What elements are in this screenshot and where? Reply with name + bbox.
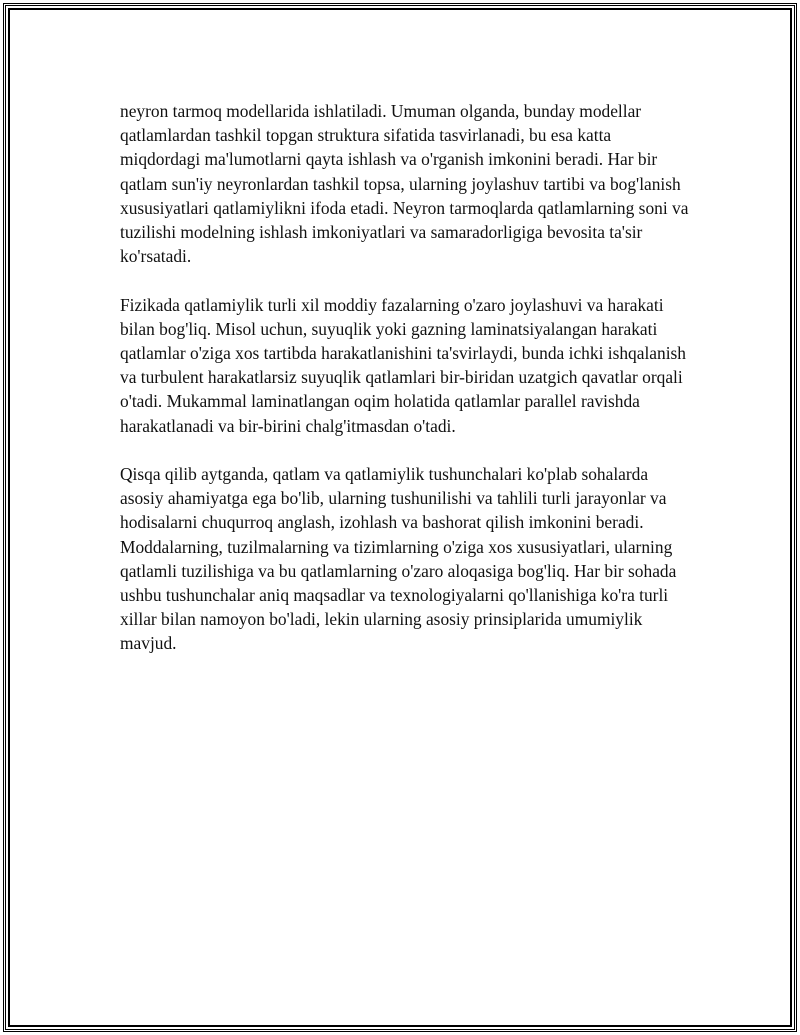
paragraph-conclusion: Qisqa qilib aytganda, qatlam va qatlamiylik tushunchalari ko'plab sohalarda asosiy ahamiyatga ega bo'lib, ularning tushunilishi va tahlili turli jarayonlar va hodisalarni chuqurroq anglash, izohlash va bashorat qilish imkonini beradi. Moddalarning, tuzilmalarning va tizimlarning o'ziga xos xususiyatlari, ularning qatlamli tuzilishiga va bu qatlamlarning o'zaro aloqasiga bog'liq. Har bir sohada ushbu tushunchalar aniq maqsadlar va texnologiyalarni qo'llanishiga ko'ra turli xillar bilan namoyon bo'ladi, lekin ularning asosiy prinsiplarida umumiylik mavjud. [120, 464, 677, 654]
paragraph-physics: Fizikada qatlamiylik turli xil moddiy fazalarning o'zaro joylashuvi va harakati bilan bog'liq. Misol uchun, suyuqlik yoki gazning laminatsiyalangan harakati qatlamlar o'ziga xos tartibda harakatlanishini ta'svirlaydi, bunda ichki ishqalanish va turbulent harakatlarsiz suyuqlik qatlamlari bir-biridan uzatgich qavatlar orqali o'tadi. Mukammal laminatlangan oqim holatida qatlamlar parallel ravishda harakatlanadi va bir-birini chalg'itmasdan o'tadi. [120, 294, 686, 436]
page-frame [3, 3, 797, 1032]
paragraph-neural-networks: neyron tarmoq modellarida ishlatiladi. Umuman olganda, bunday modellar qatlamlardan tashkil topgan struktura sifatida tasvirlanadi, bu esa katta miqdordagi ma'lumotlarni qayta ishlash va o'rganish imkonini beradi. Har bir qatlam sun'iy neyronlardan tashkil topsa, ularning joylashuv tartibi va bog'lanish xususiyatlari qatlamiylikni ifoda etadi. Neyron tarmoqlarda qatlamlarning soni va tuzilishi modelning ishlash imkoniyatlari va samaradorligiga bevosita ta'sir ko'rsatadi. [120, 101, 689, 267]
document-body [120, 99, 695, 680]
